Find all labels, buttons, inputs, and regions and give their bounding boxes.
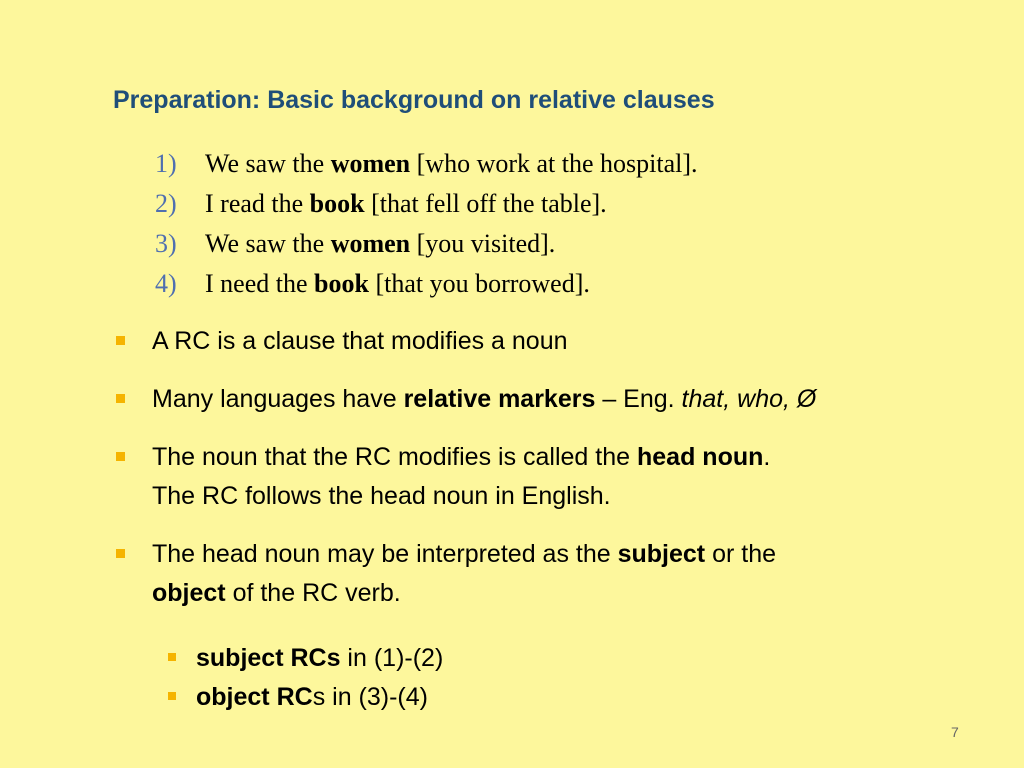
- bullet-head-noun: [113, 438, 993, 516]
- sub-bullet-bold-term: object RC: [196, 683, 313, 711]
- bullet-text: The head noun may be interpreted as the: [152, 540, 618, 568]
- example-item: [155, 224, 698, 264]
- example-number: 4): [155, 269, 177, 298]
- sub-bullet-bold-term: subject RCs: [196, 644, 341, 672]
- example-head-noun: book: [309, 189, 365, 218]
- sub-bullet-subject-rcs: [166, 639, 443, 678]
- bullet-text: or the: [705, 540, 776, 568]
- bullet-text: A RC is a clause that modifies a noun: [152, 327, 568, 355]
- slide-title: Preparation: Basic background on relative clauses: [113, 86, 715, 114]
- bullet-bold-term: head noun: [637, 443, 764, 471]
- bullet-bold-term: subject: [617, 540, 706, 568]
- example-text: I read the: [205, 189, 310, 218]
- bullet-text: Many languages have: [152, 385, 404, 413]
- example-text: I need the: [205, 269, 315, 298]
- bullet-text: .: [763, 443, 771, 471]
- example-item: [155, 144, 698, 184]
- example-number: 2): [155, 189, 177, 218]
- example-text: We saw the: [205, 149, 331, 178]
- example-number: 3): [155, 229, 177, 258]
- example-clause: [that you borrowed].: [368, 269, 590, 298]
- square-bullet-icon: [116, 549, 125, 558]
- example-clause: [who work at the hospital].: [410, 149, 698, 178]
- sub-bullet-object-rcs: [166, 678, 443, 717]
- bullet-text: of the RC verb.: [225, 579, 401, 607]
- sub-bullet-text: s in (3)-(4): [312, 683, 428, 711]
- bullet-rc-definition: [113, 322, 993, 361]
- bullet-list: [113, 322, 993, 632]
- example-number: 1): [155, 149, 177, 178]
- square-bullet-icon: [116, 336, 125, 345]
- bullet-text-line2: The RC follows the head noun in English.: [152, 482, 611, 510]
- example-head-noun: book: [314, 269, 369, 298]
- square-bullet-icon: [116, 394, 125, 403]
- bullet-bold-term: relative markers: [403, 385, 596, 413]
- example-head-noun: women: [330, 229, 411, 258]
- square-bullet-icon: [168, 692, 176, 700]
- example-item: [155, 264, 698, 304]
- example-clause: [that fell off the table].: [364, 189, 607, 218]
- slide-number: 7: [951, 724, 959, 740]
- sub-bullet-list: [166, 639, 443, 717]
- example-head-noun: women: [330, 149, 411, 178]
- example-text: We saw the: [205, 229, 331, 258]
- example-clause: [you visited].: [410, 229, 556, 258]
- bullet-bold-term: object: [152, 579, 226, 607]
- bullet-relative-markers: [113, 380, 993, 419]
- bullet-text: – Eng.: [595, 385, 682, 413]
- bullet-text: The noun that the RC modifies is called the: [152, 443, 637, 471]
- example-list: [155, 144, 698, 304]
- sub-bullet-text: in (1)-(2): [340, 644, 444, 672]
- square-bullet-icon: [168, 653, 176, 661]
- bullet-italic-examples: that, who, Ø: [681, 385, 817, 413]
- example-item: [155, 184, 698, 224]
- square-bullet-icon: [116, 452, 125, 461]
- bullet-subject-object: [113, 535, 993, 613]
